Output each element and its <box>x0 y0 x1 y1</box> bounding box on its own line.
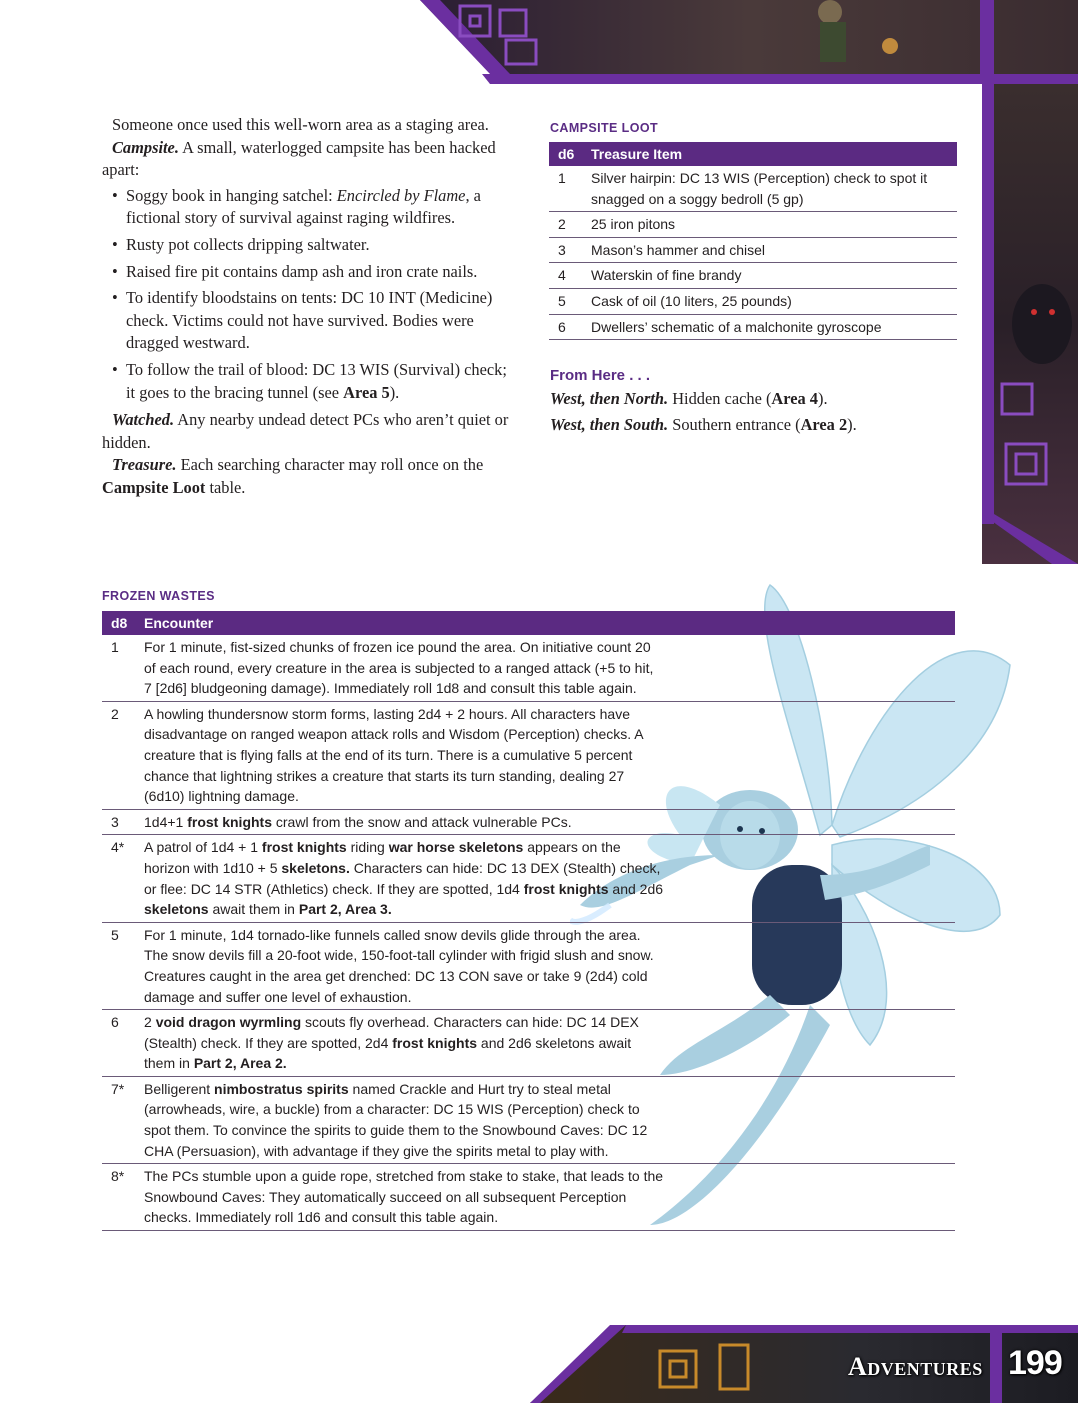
bottom-banner-art <box>530 1325 1078 1403</box>
book-title: Encircled by Flame <box>336 185 466 205</box>
treasure-lead: Treasure. <box>112 455 177 475</box>
table-row: 7* Belligerent nimbostratus spirits named Crackle and Hurt try to steal metal (arrowheads, wire, a buckle) from a character: DC 15 WIS (Perception) check to spot them. To convince the spirits to guide them to the Snowbound Caves: DC 12 CHA (Persuasion), with advantage if they give the spirits metal to play with. <box>102 1077 955 1164</box>
list-item: • To identify bloodstains on tents: DC 10 INT (Medicine) check. Victims could not have survived. Bodies were dragged westward. <box>112 288 493 353</box>
table-row: 3 Mason’s hammer and chisel <box>549 238 957 264</box>
list-item: • Soggy book in hanging satchel: Encircled by Flame, a fictional story of survival against raging wildfires. <box>112 185 481 228</box>
page-number: 199 <box>1008 1344 1062 1382</box>
bullet-dot: • <box>112 261 118 281</box>
header-roll: d8 <box>111 614 128 631</box>
bullet-dot: • <box>112 288 118 308</box>
exit-west-north: West, then North. Hidden cache (Area 4). <box>550 389 828 408</box>
list-item: • To follow the trail of blood: DC 13 WIS (Survival) check; it goes to the bracing tunnel (see Area 5). <box>112 359 507 402</box>
exit-west-south: West, then South. Southern entrance (Area 2). <box>550 415 857 434</box>
area-reference: Area 5 <box>343 382 390 402</box>
creature-name: frost knights <box>261 839 347 856</box>
table-row: 4 Waterskin of fine brandy <box>549 263 957 289</box>
table-reference: Campsite Loot <box>102 477 206 497</box>
creature-name: skeletons <box>144 901 209 918</box>
campsite-lead: Campsite. <box>112 137 179 157</box>
table-row: 2 25 iron pitons <box>549 212 957 238</box>
creature-name: nimbostratus spirits <box>214 1080 349 1097</box>
table-row: 6 2 void dragon wyrmling scouts fly overhead. Characters can hide: DC 14 DEX (Stealth) check. If they are spotted, 2d4 frost knights and 2d6 skeletons await them in Part 2, Area 2. <box>102 1010 955 1077</box>
table-row: 2 A howling thundersnow storm forms, lasting 2d4 + 2 hours. All characters have disadvantage on ranged weapon attack rolls and Wisdom (Perception) checks. A creature that is flying falls at the end of its turn. There is a cumulative 5 percent chance that lightning strikes a creature that starts its turn standing, dealing 27 (6d10) lightning damage. <box>102 702 955 810</box>
campsite-prose <box>102 114 512 500</box>
header-roll: d6 <box>558 145 575 162</box>
creature-name: void dragon wyrmling <box>155 1014 302 1031</box>
campsite-paragraph <box>102 137 512 182</box>
header-item: Treasure Item <box>591 145 683 162</box>
area-reference: Part 2, Area 3. <box>298 901 392 918</box>
top-banner-art <box>420 0 1078 84</box>
table-row: 6 Dwellers’ schematic of a malchonite gyroscope <box>549 315 957 341</box>
creature-name: frost knights <box>523 880 609 897</box>
watched-lead: Watched. <box>112 410 175 430</box>
bullet-dot: • <box>112 359 118 379</box>
watched-paragraph: Watched. Any nearby undead detect PCs who aren’t quiet or hidden. <box>102 410 509 452</box>
creature-name: skeletons. <box>281 859 350 876</box>
table-row: 1 For 1 minute, fist-sized chunks of frozen ice pound the area. On initiative count 20 of each round, every creature in the area is subjected to a ranged attack (+5 to hit, 7 [2d6] bludgeoning damage). Immediately roll 1d8 and consult this table again. <box>102 635 955 702</box>
list-item: • Raised fire pit contains damp ash and iron crate nails. <box>102 261 512 284</box>
table-row: 1 Silver hairpin: DC 13 WIS (Perception) check to spot it snagged on a soggy bedroll (5 gp) <box>549 166 957 212</box>
creature-name: frost knights <box>187 813 272 830</box>
area-reference: Area 4 <box>771 389 819 408</box>
intro-paragraph: Someone once used this well-worn area as a staging area. <box>112 115 489 134</box>
section-footer-label: Adventures <box>848 1352 983 1381</box>
frozen-wastes-table <box>102 611 955 1231</box>
treasure-paragraph: Treasure. Each searching character may roll once on the Campsite Loot table. <box>102 455 484 497</box>
table-row: 3 1d4+1 frost knights crawl from the snow and attack vulnerable PCs. <box>102 810 955 836</box>
campsite-loot-table <box>549 142 957 340</box>
table-row: 4* A patrol of 1d4 + 1 frost knights riding war horse skeletons appears on the horizon with 1d10 + 5 skeletons. Characters can hide: DC 13 DEX (Stealth) check, or flee: DC 14 STR (Athletics) check. If they are spotted, 1d4 frost knights and 2d6 skeletons await them in Part 2, Area 3. <box>102 835 955 922</box>
frozen-wastes-title: FROZEN WASTES <box>102 589 215 603</box>
table-header <box>549 142 957 166</box>
table-row: 8* The PCs stumble upon a guide rope, stretched from stake to stake, that leads to the Snowbound Caves: They automatically succeed on all subsequent Perception checks. Immediately roll 1d6 and consult this table again. <box>102 1164 955 1231</box>
campsite-text: A small, waterlogged campsite has been hacked apart: <box>102 137 496 180</box>
area-reference: Area 2 <box>800 415 848 434</box>
table-row: 5 For 1 minute, 1d4 tornado-like funnels called snow devils glide through the area. The snow devils fill a 20-foot wide, 150-foot-tall cylinder with frigid slush and snow. Creatures caught in the area get drenched: DC 13 CON save or take 9 (2d4) cold damage and suffer one level of exhaustion. <box>102 923 955 1010</box>
header-encounter: Encounter <box>144 614 214 631</box>
table-row: 5 Cask of oil (10 liters, 25 pounds) <box>549 289 957 315</box>
from-here-heading: From Here . . . <box>550 367 651 384</box>
creature-name: war horse skeletons <box>388 839 524 856</box>
list-item: • Rusty pot collects dripping saltwater. <box>102 234 512 257</box>
creature-name: frost knights <box>392 1034 478 1051</box>
campsite-bullet-list <box>102 185 512 404</box>
bullet-dot: • <box>112 185 118 205</box>
area-reference: Part 2, Area 2. <box>193 1055 287 1072</box>
table-header <box>102 611 955 635</box>
campsite-loot-title: CAMPSITE LOOT <box>550 121 658 135</box>
bullet-dot: • <box>112 234 118 254</box>
from-here-section <box>550 366 950 438</box>
right-edge-art <box>982 84 1078 564</box>
